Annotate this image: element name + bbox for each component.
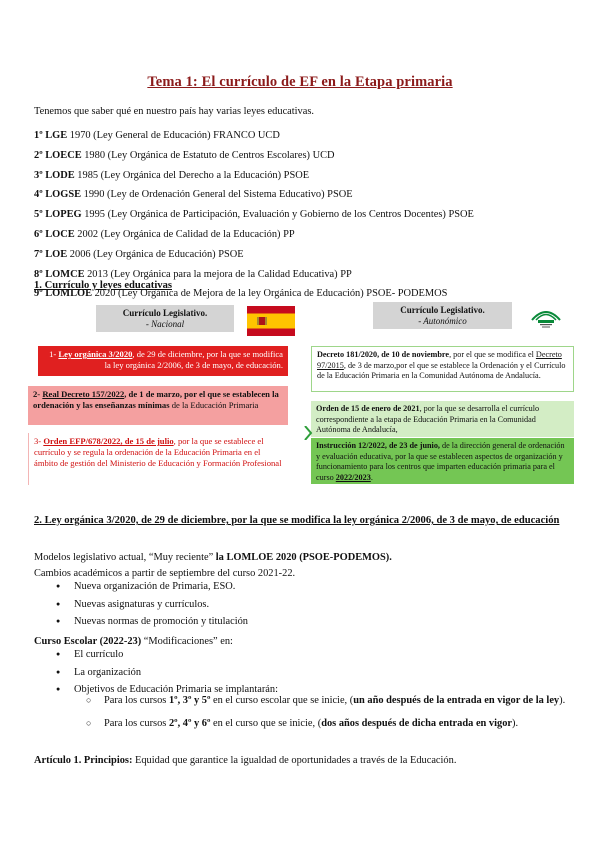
law-num: 6º xyxy=(34,228,43,240)
articulo-rest: Equidad que garantice la igualdad de oportunidades a través de la Educación. xyxy=(132,755,457,766)
green1-e: , de 3 de marzo,por el que se establece la Ordenación y el Currículo de la Educación Primaria xyxy=(317,360,566,381)
red1-pre: 1- xyxy=(49,349,59,359)
law-desc: 1980 (Ley Orgánica de Estatuto de Centros Escolares) UCD xyxy=(81,149,335,161)
nacional-title: Currículo Legislativo. xyxy=(122,308,208,318)
list-item: ● Objetivos de Educación Primaria se implantarán: xyxy=(56,681,278,699)
green1-a: Decreto 181/2020 xyxy=(317,350,378,359)
nacional-sub: - Nacional xyxy=(145,319,185,329)
red-box-orden-efp xyxy=(28,433,290,485)
articulo-bold: Artículo 1. Principios: xyxy=(34,755,133,766)
sub2-e: ). xyxy=(512,718,519,729)
law-desc: 2020 (Ley Orgánica de Mejora de la ley Orgánica de Educación) PSOE- PODEMOS xyxy=(92,288,448,300)
law-num: 4º xyxy=(34,189,43,201)
law-num: 8º xyxy=(34,268,43,280)
green-box-orden xyxy=(311,401,574,437)
green1-c: , por el que se modifica el xyxy=(449,350,536,359)
red-box-real-decreto xyxy=(28,386,288,425)
law-num: 1º xyxy=(34,130,43,141)
red3-link[interactable]: Orden EFP/678/2022, de 15 de julio xyxy=(43,436,174,446)
list-item: ● El currículo xyxy=(56,646,278,664)
curso-rest: “Modificaciones” en: xyxy=(141,636,233,647)
red1-link[interactable]: Ley orgánica 3/2020 xyxy=(58,349,133,359)
law-desc: 1990 (Ley de Ordenación General del Sistema Educativo) PSOE xyxy=(81,189,353,201)
law-name: LGE xyxy=(45,130,68,141)
green3-b: de la dirección general de ordenación y evaluación educativa, por la que se establecen aspectos de organización y funcionamiento para los centros que imparten educación primaria para el curso xyxy=(316,441,565,482)
cambios-text: Cambios académicos a partir de septiembre del curso 2021-22. xyxy=(34,568,296,579)
sub2-b: 2º, 4º y 6º xyxy=(168,718,211,729)
law-item xyxy=(34,146,474,166)
list-item: ● Nuevas normas de promoción y titulación xyxy=(56,613,248,631)
law-num: 5º xyxy=(34,209,43,221)
sub1-c: en el curso escolar que se inicie, ( xyxy=(210,695,354,706)
autonomico-sub: - Autonómico xyxy=(418,316,467,326)
cambios-list xyxy=(56,578,248,631)
law-desc: 2002 (Ley Orgánica de Calidad de la Educación) PP xyxy=(74,228,295,240)
law-num: 9º xyxy=(34,288,43,300)
green3-d: . xyxy=(370,472,373,482)
law-name: LOECE xyxy=(45,149,82,161)
green2-b: , por la que se desarrolla el currículo correspondiente a la etapa de Educación Primaria en la Comunidad Autónoma de Andalucía, xyxy=(316,404,540,435)
sub2-c: en el curso que se inicie, ( xyxy=(210,718,322,729)
sub-item-2 xyxy=(86,715,566,732)
green1-b: , de 10 de noviembre xyxy=(377,350,450,359)
green-box-instruccion xyxy=(311,438,574,484)
law-desc: 1985 (Ley Orgánica del Derecho a la Educación) PSOE xyxy=(74,169,310,181)
red2-pre: 2- xyxy=(33,389,43,399)
list-item: ● Nueva organización de Primaria, ESO. xyxy=(56,578,248,596)
law-num: 3º xyxy=(34,169,43,181)
autonomico-title: Currículo Legislativo. xyxy=(400,305,485,315)
law-desc: 1970 (Ley General de Educación) FRANCO UCD xyxy=(67,130,280,141)
models-text xyxy=(34,551,392,564)
sub-item-1 xyxy=(86,692,566,709)
nacional-box xyxy=(96,305,234,332)
green1-d[interactable]: Decreto 97/2015 xyxy=(317,350,562,370)
law-desc: 1995 (Ley Orgánica de Participación, Evaluación y Gobierno de los Centros Docentes) PSOE xyxy=(81,209,474,221)
articulo-text xyxy=(34,754,456,767)
law-name: LODE xyxy=(45,169,75,181)
law-name: LOPEG xyxy=(45,209,82,221)
law-name: LOCE xyxy=(45,228,75,240)
section2-heading: 2. Ley orgánica 3/2020, de 29 de diciembre, por la que se modifica la ley orgánica 2/2006, de 3 de mayo, de educación xyxy=(34,515,560,526)
green-box-decreto xyxy=(311,346,574,392)
law-name: LOE xyxy=(45,248,68,260)
red1-post: , de 29 de diciembre, por la que se modifica la ley orgánica 2/2006, de 3 de mayo, de educación. xyxy=(104,349,283,370)
red-box-ley-organica xyxy=(38,346,288,376)
curso-bold: Curso Escolar (2022-23) xyxy=(34,636,142,647)
green3-a: Instrucción 12/2022, de 23 de junio, xyxy=(316,441,440,450)
law-item xyxy=(34,126,474,146)
list-item: ● La organización xyxy=(56,664,278,682)
sub1-b: 1º, 3º y 5º xyxy=(168,695,211,706)
laws-list xyxy=(34,126,474,304)
autonomico-box xyxy=(373,302,512,329)
models-pre: Modelos legislativo actual, “Muy reciente” xyxy=(34,552,216,563)
law-item xyxy=(34,205,474,225)
intro-text: Tenemos que saber qué en nuestro país hay varias leyes educativas. xyxy=(34,106,315,117)
red2-link[interactable]: Real Decreto 157/2022 xyxy=(42,389,125,399)
red2-post: de la Educación Primaria xyxy=(169,400,259,410)
green2-a: Orden de 15 de enero de 2021 xyxy=(316,404,420,413)
sub1-a: Para los cursos xyxy=(104,695,169,706)
green1-f: en la Comunidad Autónoma de Andalucía. xyxy=(399,371,541,381)
red3-pre: 3- xyxy=(34,436,44,446)
law-item xyxy=(34,166,474,186)
law-desc: 2006 (Ley Orgánica de Educación) PSOE xyxy=(67,248,244,260)
section1-heading: 1. Currículo y leyes educativas xyxy=(34,280,172,291)
curso-list xyxy=(56,646,278,699)
models-bold: la LOMLOE 2020 (PSOE-PODEMOS). xyxy=(215,552,392,563)
sub2-a: Para los cursos xyxy=(104,718,169,729)
red2-mid: , de 1 de marzo, por el que se establecen la ordenación y las enseñanzas mínimas xyxy=(33,389,279,410)
sub1-d: un año después de la entrada en vigor de la ley xyxy=(353,695,560,706)
law-name: LOMLOE xyxy=(45,288,93,300)
junta-andalucia-logo-icon xyxy=(528,302,564,332)
sub2-d: dos años después de dicha entrada en vigor xyxy=(321,718,513,729)
law-num: 7º xyxy=(34,248,43,260)
law-item xyxy=(34,185,474,205)
list-item: ● Nuevas asignaturas y currículos. xyxy=(56,596,248,614)
law-item xyxy=(34,245,474,265)
law-desc: 2013 (Ley Orgánica para la mejora de la Calidad Educativa) PP xyxy=(84,268,352,280)
red3-post: , por la que se establece el currículo y se regula la ordenación de la Educación Primaria en el ámbito de gestión del Ministerio de Educación y Formación Profesional xyxy=(34,436,282,468)
page-title: Tema 1: El currículo de EF en la Etapa primaria xyxy=(147,74,453,90)
law-name: LOMCE xyxy=(45,268,85,280)
sub-list xyxy=(86,692,566,732)
sub1-e: ). xyxy=(559,695,566,706)
green3-c: 2022/2023 xyxy=(335,472,371,482)
law-item xyxy=(34,225,474,245)
law-num: 2º xyxy=(34,149,43,161)
spain-flag-icon xyxy=(247,306,295,336)
law-name: LOGSE xyxy=(45,189,82,201)
